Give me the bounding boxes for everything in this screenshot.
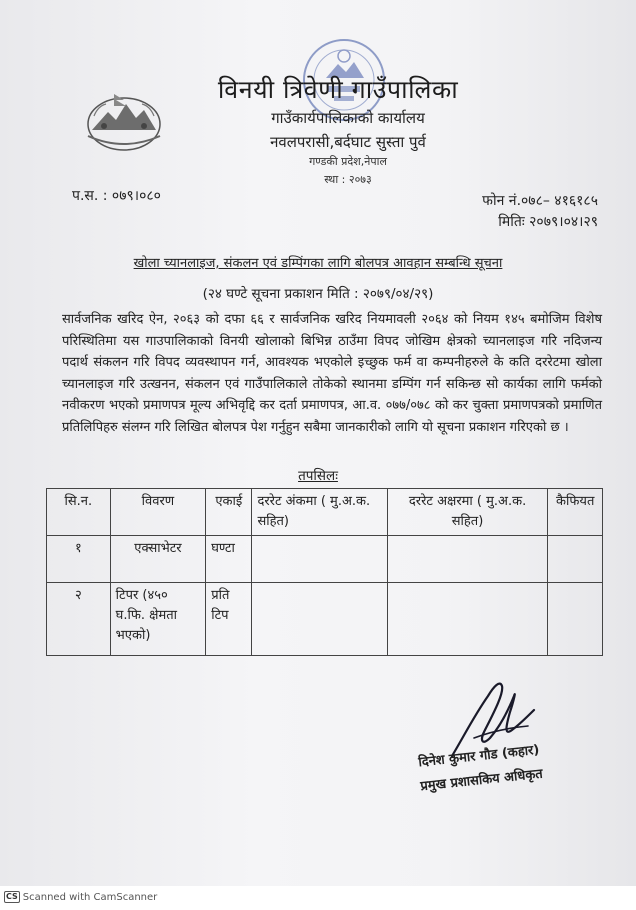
header-description: विवरण: [110, 489, 206, 536]
scanner-text: Scanned with CamScanner: [22, 891, 158, 903]
notice-body: सार्वजनिक खरिद ऐन, २०६३ को दफा ६६ र सार्वजनिक खरिद नियमावली २०६४ को नियम १४५ बमोजिम विशेष परिस्थितिमा यस गाउपालिकाको विनयी खोलाको बिभिन्न ठाउँमा विपद जोखिम क्षेत्रको च्यानलाइज गरि नदिजन्य पदार्थ संकलन गरि विपद व्यवस्थापन गर्न, आवश्यक भएकोले इच्छुक फर्म वा कम्पनीहरुले के कति दररेटमा खोला च्यानलाइज गरि उत्खनन, संकलन एवं गाउँपालिकाले तोकेको स्थानमा डम्पिंग गर्न सकिन्छ सो कार्यका लागि फर्मको नवीकरण भएको प्रमाणपत्र मूल्य अभिवृद्दि कर दर्ता प्रमाणपत्र, आ.व. ०७७/०७८ को कर चुक्ता प्रमाणपत्रको प्रमाणित प्रतिलिपिहरु संलग्न गरि लिखित बोलपत्र पेश गर्नुहुन सबैमा जानकारीको लागि यो सूचना प्रकाशन गरिएको छ ।: [62, 312, 602, 435]
signatory-title: प्रमुख प्रशासकिय अधिकृत: [419, 766, 544, 795]
office-established: स्था : २०७३: [324, 173, 372, 186]
letter-date: मितिः २०७९।०४।२९: [498, 214, 598, 230]
cell-rate-numbers: [252, 536, 387, 583]
camscanner-icon: CS: [6, 892, 18, 901]
cell-rate-numbers: [252, 583, 387, 656]
cell-description: एक्साभेटर: [110, 536, 206, 583]
signatory-name: दिनेश कुमार गौड (कहार): [417, 742, 541, 771]
publication-date: (२४ घण्टे सूचना प्रकाशन मिति : २०७९/०४/२९): [202, 286, 434, 302]
cell-remarks: [548, 536, 603, 583]
cell-unit: घण्टा: [206, 536, 252, 583]
cell-remarks: [548, 583, 603, 656]
office-address: नवलपरासी,बर्दघाट सुस्ता पुर्व: [270, 133, 426, 151]
office-subtitle: गाउँकार्यपालिकाको कार्यालय: [271, 109, 425, 127]
header-sn: सि.न.: [47, 489, 111, 536]
phone-number: फोन नं.०७८– ४१६१८५: [482, 193, 598, 209]
office-province: गण्डकी प्रदेश,नेपाल: [309, 155, 387, 168]
office-name: विनयी त्रिवेणी गाउँपालिका: [217, 75, 459, 104]
cell-sn: २: [47, 583, 111, 656]
cell-sn: १: [47, 536, 111, 583]
header-rate-numbers: दररेट अंकमा ( मु.अ.क. सहित): [252, 489, 387, 536]
letter-number: प.स. : ०७९।०८०: [72, 188, 161, 204]
table-header-row: [47, 489, 603, 536]
details-title: तपसिलः: [298, 468, 338, 484]
header-remarks: कैफियत: [548, 489, 603, 536]
table-row: [47, 583, 603, 656]
table-row: [47, 536, 603, 583]
cell-rate-words: [387, 583, 548, 656]
cell-rate-words: [387, 536, 548, 583]
rate-table: [46, 488, 603, 656]
notice-subject: खोला च्यानलाइज, संकलन एवं डम्पिंगका लागि बोलपत्र आवहान सम्बन्धि सूचना: [133, 256, 503, 271]
cell-description: टिपर (४५० घ.फि. क्षेमता भएको): [110, 583, 206, 656]
cell-unit: प्रति टिप: [206, 583, 252, 656]
scanner-watermark: [4, 891, 157, 903]
header-rate-words: दररेट अक्षरमा ( मु.अ.क. सहित): [387, 489, 548, 536]
header-unit: एकाई: [206, 489, 252, 536]
